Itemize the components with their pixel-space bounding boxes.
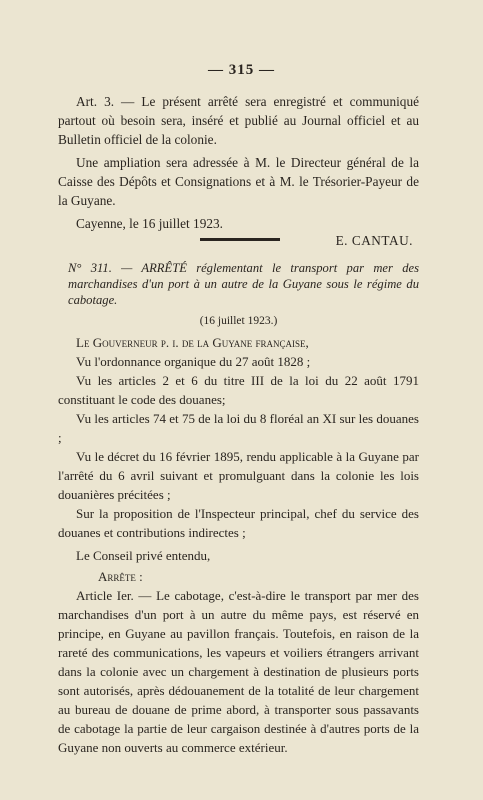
section-divider xyxy=(200,238,280,241)
conseil-line: Le Conseil privé entendu, xyxy=(76,548,211,563)
vu-ordonnance: Vu l'ordonnance organique du 27 août 1828 ; xyxy=(76,354,311,369)
arrete-date: (16 juillet 1923.) xyxy=(199,315,278,327)
arrete-heading: Arrête : xyxy=(98,569,143,584)
governor-line: Le Gouverneur p. i. de la Guyane française, xyxy=(76,335,309,350)
article-3: Art. 3. — Le présent arrêté sera enregistré et communiqué partout où besoin sera, inséré et publié au Journal officiel et au Bulletin officiel de la colonie. xyxy=(58,94,419,147)
date-place: Cayenne, le 16 juillet 1923. xyxy=(76,216,223,231)
article-1: Article Ier. — Le cabotage, c'est-à-dire le transport par mer des marchandises d'un port à un autre du même pays, est réservé en principe, en Guyane au pavillon français. Toutefois, en raison de la rareté des communications, les vapeurs et voiliers étrangers arrivant dans la colonie avec un chargement à destination de plusieurs ports sont autorisés, après dédouanement de la totalité de leur chargement au bureau de douane de prime abord, à transporter sous passavants de cabotage la partie de leur cargaison destinée à d'autres ports de la Guyane non ouverts au commerce extérieur. xyxy=(58,588,419,755)
vu-articles-floreal: Vu les articles 74 et 75 de la loi du 8 floréal an XI sur les douanes ; xyxy=(58,411,419,445)
page-number: — 315 — xyxy=(208,62,275,78)
section-previous-arrete xyxy=(58,92,419,250)
signature: E. CANTAU. xyxy=(335,233,413,248)
arrete-title: N° 311. — ARRÊTÉ réglementant le transport par mer des marchandises d'un port à un autre de la Guyane sous le régime du cabotage. xyxy=(68,261,419,307)
ampliation-paragraph: Une ampliation sera adressée à M. le Directeur général de la Caisse des Dépôts et Consignations et à M. le Trésorier-Payeur de la Guyane. xyxy=(58,155,419,208)
proposition-paragraph: Sur la proposition de l'Inspecteur principal, chef du service des douanes et contributions indirectes ; xyxy=(58,506,419,540)
vu-decret-1895: Vu le décret du 16 février 1895, rendu applicable à la Guyane par l'arrêté du 6 avril suivant et promulguant dans la colonie les lois douanières précitées ; xyxy=(58,449,419,502)
vu-articles-loi-1791: Vu les articles 2 et 6 du titre III de la loi du 22 août 1791 constituant le code des douanes; xyxy=(58,373,419,407)
section-arrete-311 xyxy=(58,260,419,757)
